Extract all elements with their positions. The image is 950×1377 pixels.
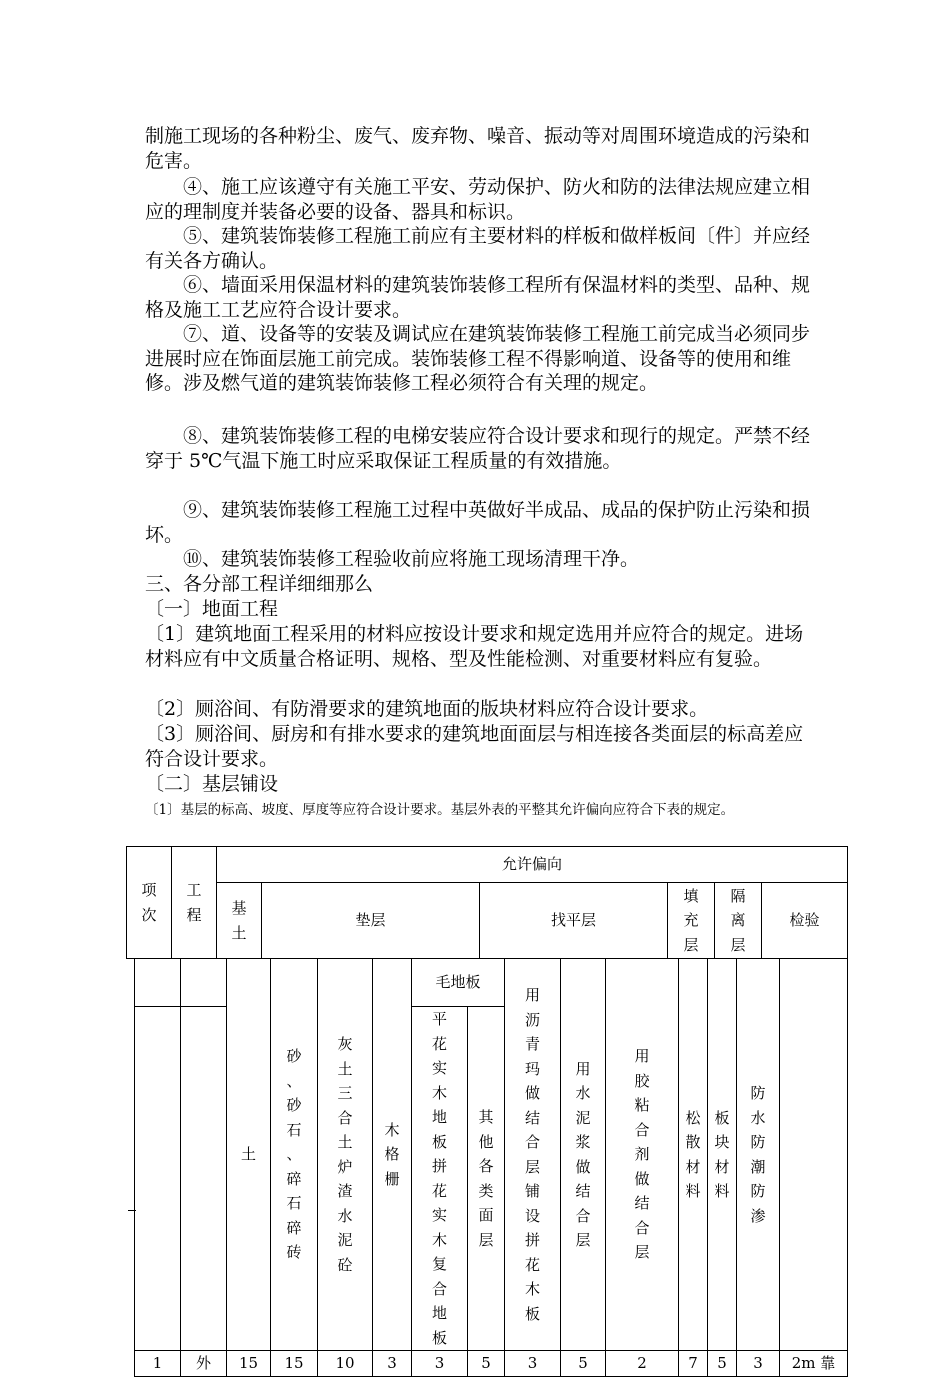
paragraph-floor-2: 〔2〕厕浴间、有防滑要求的建筑地面的版块材料应符合设计要求。 [145, 698, 709, 720]
tolerance-detail-table [134, 958, 848, 1377]
leveling-header: 找平层 [480, 883, 668, 959]
row-value: 3 [505, 1351, 561, 1377]
subsection-heading-floor: 〔一〕地面工程 [145, 598, 279, 620]
paragraph-base-1: 〔1〕基层的标高、坡度、厚度等应符合设计要求。基层外表的平整其允许偏向应符合下表的规定。 [145, 802, 735, 818]
blank-cell [181, 1007, 227, 1351]
row-value: 2 [606, 1351, 679, 1377]
table-row [135, 1351, 848, 1377]
row-value: 5 [468, 1351, 505, 1377]
row-value: 5 [708, 1351, 737, 1377]
row-inspect: 2m 靠 [780, 1351, 848, 1377]
fill-layer-header: 填 充 层 [668, 883, 715, 959]
paragraph-item-10: ⑩、建筑装饰装修工程验收前应将施工现场清理干净。 [183, 548, 640, 570]
row-value: 15 [227, 1351, 271, 1377]
sand-gravel-cell: 砂 、 砂 石 、 碎 石 碎 砖 [271, 959, 318, 1351]
row-value: 3 [373, 1351, 412, 1377]
paragraph-item-6: ⑥、墙面采用保温材料的建筑装饰装修工程所有保温材料的类型、品种、规格及施工工艺应符合设计要求。 [145, 274, 811, 321]
isolation-layer-header: 隔 离 层 [715, 883, 762, 959]
blank-cell [780, 959, 848, 1351]
rough-floor-header: 毛地板 [412, 959, 505, 1007]
lime-soil-cell: 灰 土 三 合 土 炉 渣 水 泥 砼 [318, 959, 373, 1351]
adhesive-cell: 用 胶 粘 合 剂 做 结 合 层 [606, 959, 679, 1351]
allowed-deviation-header: 允许偏向 [217, 847, 848, 883]
row-value: 10 [318, 1351, 373, 1377]
row-value: 15 [271, 1351, 318, 1377]
inspect-header: 检验 [762, 883, 848, 959]
row-project: 外 [181, 1351, 227, 1377]
soil-cell: 土 [227, 959, 271, 1351]
paragraph-item-5: ⑤、建筑装饰装修工程施工前应有主要材料的样板和做样板间〔件〕并应经有关各方确认。 [145, 225, 811, 272]
blank-cell [135, 959, 181, 1007]
other-surface-cell: 其 他 各 类 面 层 [468, 1007, 505, 1351]
tolerance-header-table [126, 846, 848, 959]
paragraph-item-8: ⑧、建筑装饰装修工程的电梯安装应符合设计要求和现行的规定。严禁不经穿于 5℃气温下施工时应采取保证工程质量的有效措施。 [145, 425, 811, 472]
wood-grid-cell: 木 格 栅 [373, 959, 412, 1351]
paragraph-item-7: ⑦、道、设备等的安装及调试应在建筑装饰装修工程施工前完成当必须同步进展时应在饰面层施工前完成。装饰装修工程不得影响道、设备等的使用和维修。涉及燃气道的建筑装饰装修工程必须符合有关理的规定。 [145, 323, 811, 394]
section-heading-3: 三、各分部工程详细细那么 [145, 573, 374, 595]
paragraph-floor-3: 〔3〕厕浴间、厨房和有排水要求的建筑地面面层与相连接各类面层的标高差应符合设计要求。 [145, 723, 804, 770]
waterproof-cell: 防 水 防 潮 防 渗 [737, 959, 780, 1351]
subsection-heading-base: 〔二〕基层铺设 [145, 773, 279, 795]
block-material-cell: 板 块 材 料 [708, 959, 737, 1351]
blank-cell [135, 1007, 181, 1351]
cement-cell: 用 水 泥 浆 做 结 合 层 [561, 959, 606, 1351]
col-project-header: 工 程 [172, 847, 217, 959]
paragraph-pollution: 制施工现场的各种粉尘、废气、废弃物、噪音、振动等对周围环境造成的污染和危害。 [145, 125, 811, 172]
row-value: 5 [561, 1351, 606, 1377]
row-value: 7 [679, 1351, 708, 1377]
margin-mark [128, 1210, 136, 1211]
col-item-header: 项 次 [127, 847, 172, 959]
row-value: 3 [737, 1351, 780, 1377]
parquet-cell: 平 花 实 木 地 板 拼 花 实 木 复 合 地 板 [412, 1007, 468, 1351]
paragraph-floor-1: 〔1〕建筑地面工程采用的材料应按设计要求和规定选用并应符合的规定。进场材料应有中文质量合格证明、规格、型及性能检测、对重要材料应有复验。 [145, 623, 804, 670]
base-soil-header: 基 土 [217, 883, 262, 959]
row-item-no: 1 [135, 1351, 181, 1377]
cushion-header: 垫层 [262, 883, 480, 959]
paragraph-item-4: ④、施工应该遵守有关施工平安、劳动保护、防火和防的法律法规应建立相应的理制度并装备必要的设备、器具和标识。 [145, 176, 811, 223]
asphalt-cell: 用 沥 青 玛 做 结 合 层 铺 设 拼 花 木 板 [505, 959, 561, 1351]
paragraph-item-9: ⑨、建筑装饰装修工程施工过程中英做好半成品、成品的保护防止污染和损坏。 [145, 499, 811, 546]
row-value: 3 [412, 1351, 468, 1377]
loose-material-cell: 松 散 材 料 [679, 959, 708, 1351]
blank-cell [181, 959, 227, 1007]
